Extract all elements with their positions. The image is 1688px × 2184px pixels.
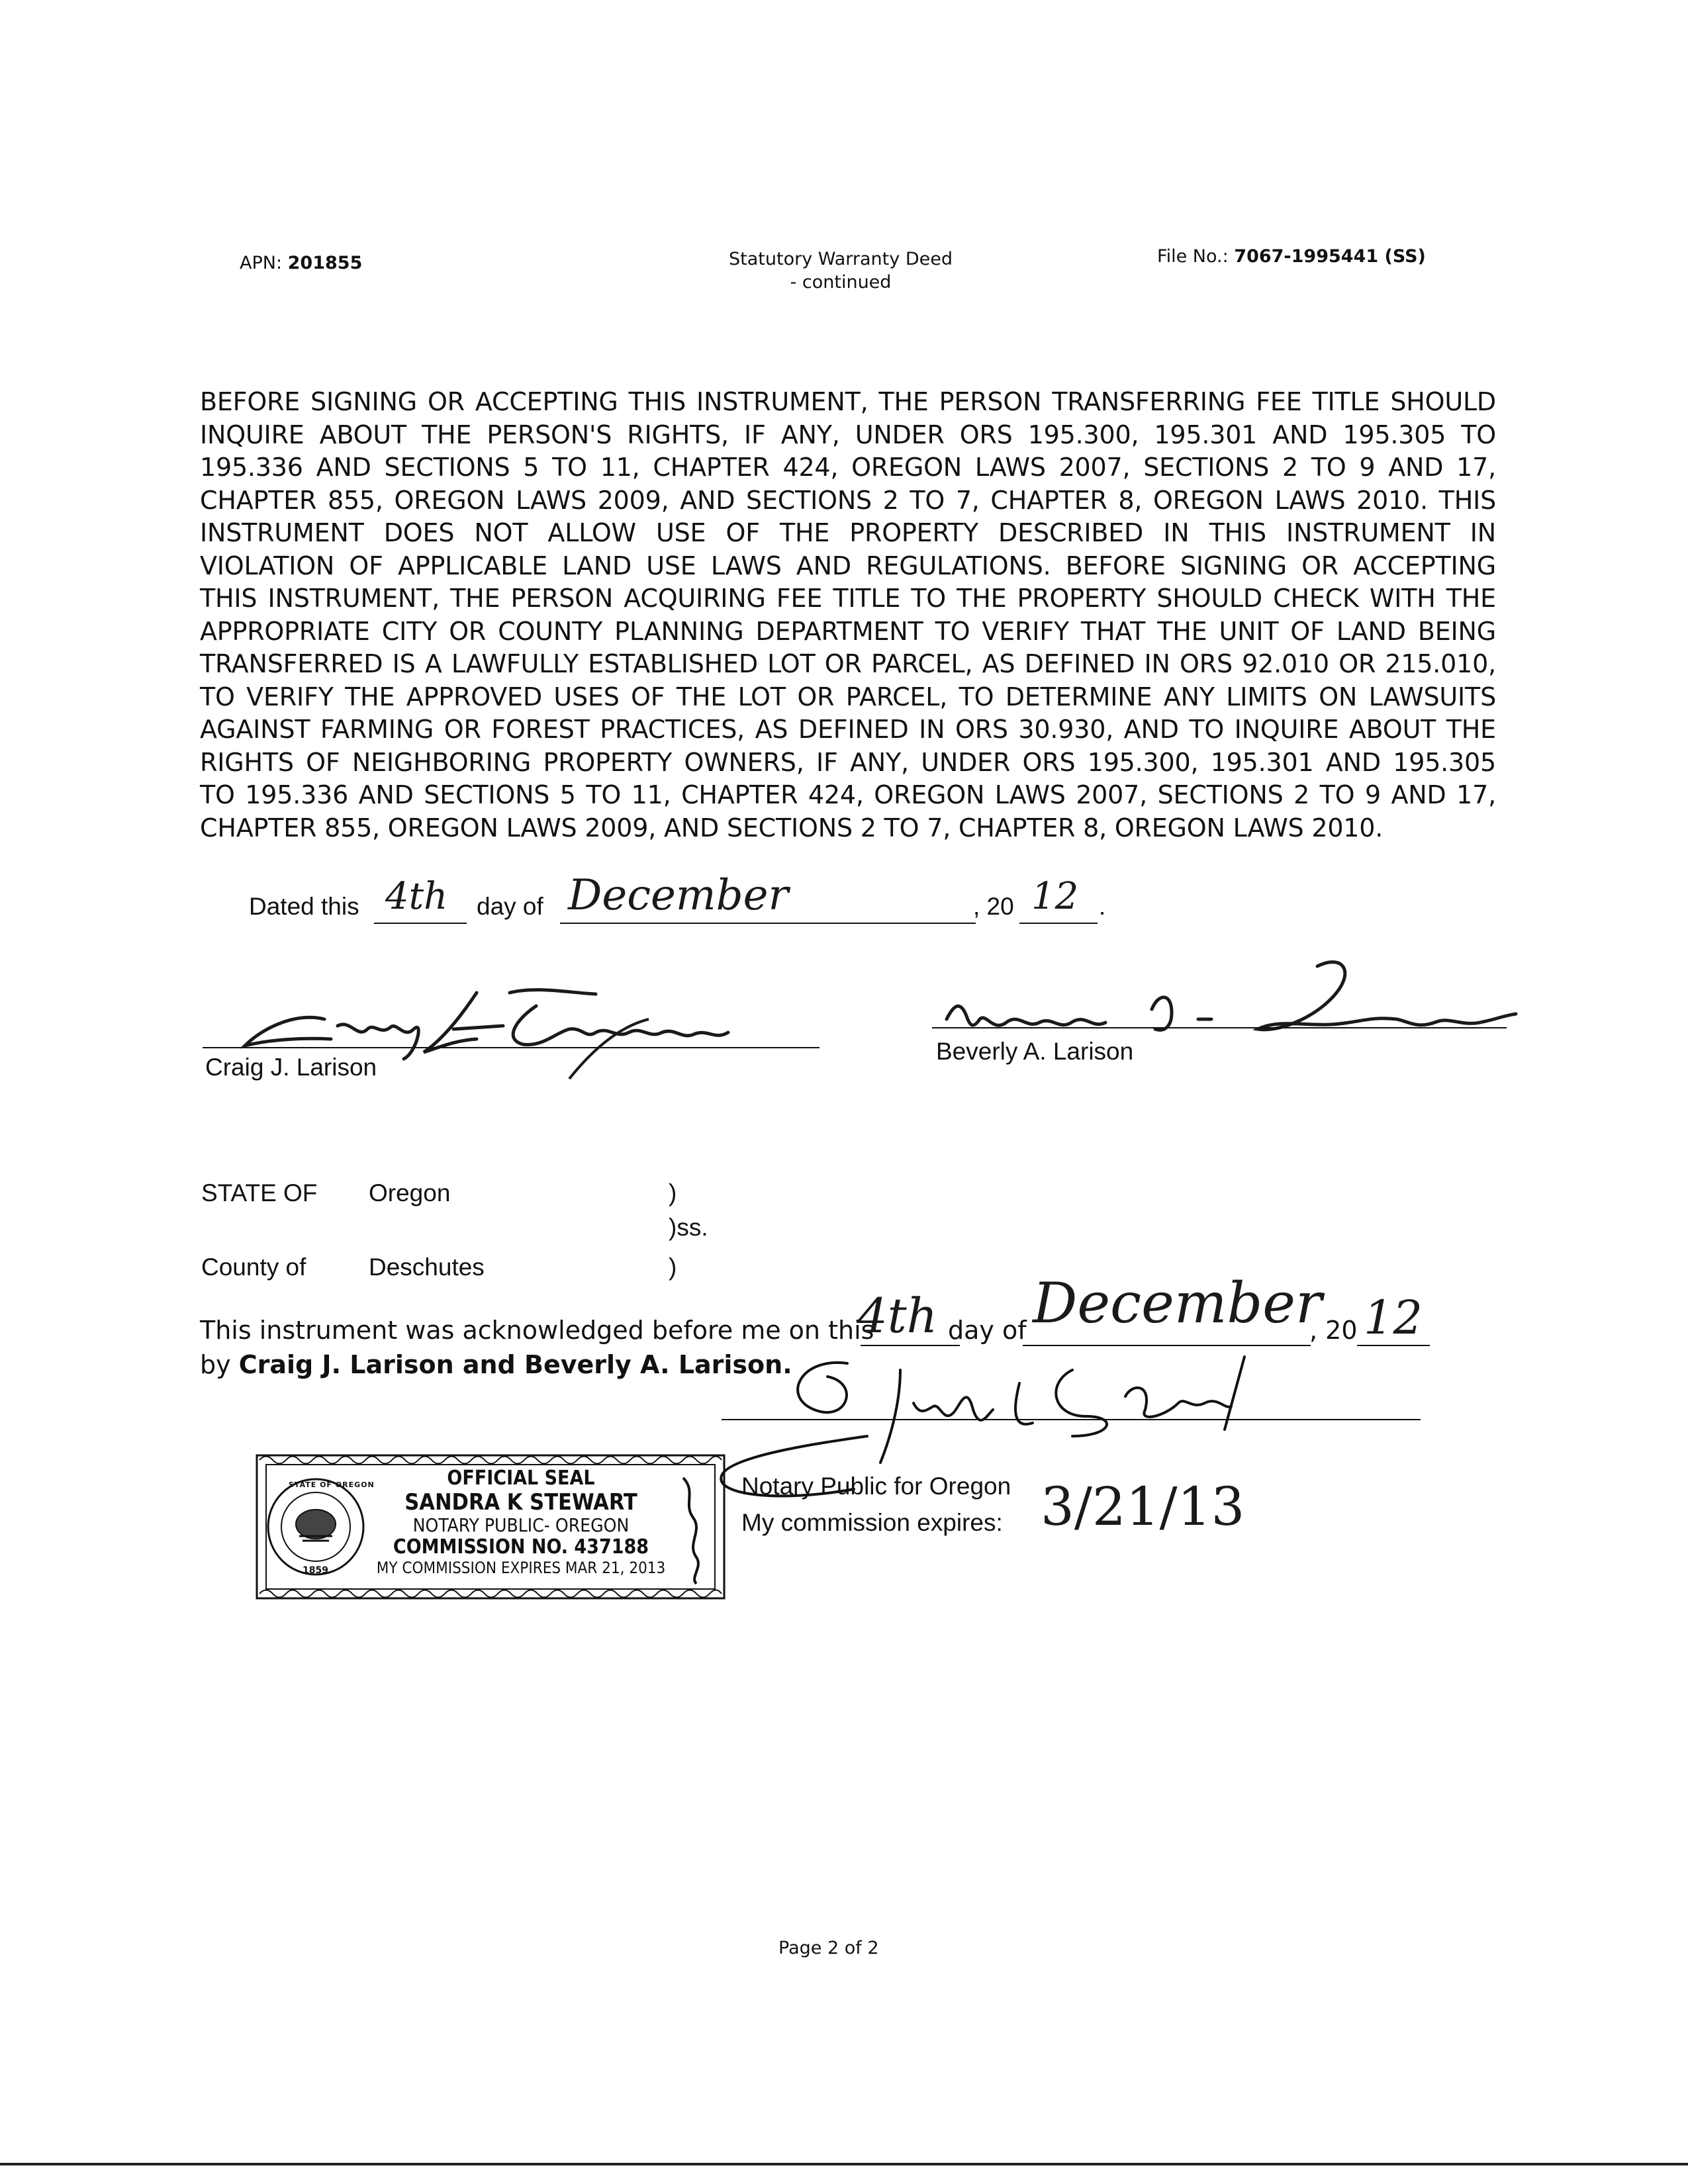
- disclaimer-line: INSTRUMENT DOES NOT ALLOW USE OF THE PROPERTY DESCRIBED IN THIS INSTRUMENT IN: [200, 518, 1496, 547]
- dated-line: [249, 893, 359, 921]
- by-names: Craig J. Larison and Beverly A. Larison.: [238, 1350, 792, 1379]
- paren-ss: )ss.: [669, 1214, 708, 1241]
- seal-emblem-year: 1859: [303, 1565, 328, 1576]
- ack-day-of: day of: [948, 1316, 1027, 1345]
- commission-expires-label: My commission expires:: [741, 1509, 1003, 1536]
- official-seal-stamp: [253, 1451, 728, 1602]
- dated-day-handwritten: 4th: [385, 875, 448, 918]
- disclaimer-line: TRANSFERRED IS A LAWFULLY ESTABLISHED LOT OR PARCEL, AS DEFINED IN ORS 92.010 OR 215.010,: [200, 649, 1496, 678]
- seal-commission-no: COMMISSION NO. 437188: [393, 1535, 649, 1559]
- ack-year-prefix: , 20: [1309, 1316, 1358, 1345]
- county-value: Deschutes: [369, 1253, 485, 1281]
- acknowledgement-prefix: This instrument was acknowledged before me on this: [200, 1316, 874, 1345]
- apn-value: 201855: [287, 253, 363, 273]
- dated-year-prefix: , 20: [973, 893, 1014, 920]
- seal-title: OFFICIAL SEAL: [447, 1467, 595, 1490]
- dated-day-of: day of: [477, 893, 543, 920]
- disclaimer-line: CHAPTER 855, OREGON LAWS 2009, AND SECTIONS 2 TO 7, CHAPTER 8, OREGON LAWS 2010. THIS: [200, 485, 1496, 515]
- disclaimer-line: THIS INSTRUMENT, THE PERSON ACQUIRING FEE TITLE TO THE PROPERTY SHOULD CHECK WITH THE: [200, 584, 1496, 613]
- apn-label: APN:: [240, 253, 288, 273]
- dated-period: .: [1099, 893, 1106, 920]
- file-number-label: File No.:: [1157, 246, 1235, 267]
- seal-text-block: [365, 1469, 677, 1576]
- disclaimer-line: TO VERIFY THE APPROVED USES OF THE LOT OR PARCEL, TO DETERMINE ANY LIMITS ON LAWSUITS: [200, 682, 1496, 711]
- file-number-value: 7067-1995441 (SS): [1234, 246, 1426, 267]
- disclaimer-line: VIOLATION OF APPLICABLE LAND USE LAWS AND REGULATIONS. BEFORE SIGNING OR ACCEPTING: [200, 551, 1496, 580]
- document-title-text: Statutory Warranty Deed: [729, 249, 953, 269]
- page-edge-line: [0, 2163, 1688, 2165]
- ack-year-handwritten: 12: [1364, 1291, 1423, 1345]
- seal-expires: MY COMMISSION EXPIRES MAR 21, 2013: [376, 1559, 666, 1577]
- county-label: County of: [201, 1253, 306, 1281]
- disclaimer-line: 195.336 AND SECTIONS 5 TO 11, CHAPTER 424, OREGON LAWS 2007, SECTIONS 2 TO 9 AND 17,: [200, 453, 1496, 482]
- dated-month-handwritten: December: [568, 871, 789, 920]
- disclaimer-line: RIGHTS OF NEIGHBORING PROPERTY OWNERS, IF ANY, UNDER ORS 195.300, 195.301 AND 195.305: [200, 747, 1496, 777]
- notary-public-for: Notary Public for Oregon: [741, 1473, 1011, 1500]
- document-subtitle: - continued: [790, 272, 892, 293]
- paren-top: ): [669, 1179, 677, 1206]
- apn: [240, 253, 362, 273]
- state-value: Oregon: [369, 1179, 451, 1206]
- seal-notary-state: NOTARY PUBLIC- OREGON: [412, 1514, 630, 1536]
- file-number: [1157, 246, 1426, 267]
- disclaimer-line: TO 195.336 AND SECTIONS 5 TO 11, CHAPTER 424, OREGON LAWS 2007, SECTIONS 2 TO 9 AND 17,: [200, 780, 1496, 809]
- signer-name-craig: Craig J. Larison: [205, 1054, 377, 1081]
- disclaimer-line: BEFORE SIGNING OR ACCEPTING THIS INSTRUMENT, THE PERSON TRANSFERRING FEE TITLE SHOULD: [200, 387, 1496, 416]
- paren-bottom: ): [669, 1253, 677, 1281]
- state-label: STATE OF: [201, 1179, 318, 1206]
- dated-year-handwritten: 12: [1031, 875, 1079, 918]
- by-label: by: [200, 1350, 239, 1379]
- disclaimer-line: CHAPTER 855, OREGON LAWS 2009, AND SECTIONS 2 TO 7, CHAPTER 8, OREGON LAWS 2010.: [200, 813, 1383, 842]
- land-use-disclaimer: [200, 386, 1496, 844]
- document-title: [702, 249, 980, 293]
- commission-date-handwritten: 3/21/13: [1041, 1476, 1245, 1537]
- ack-month-handwritten: December: [1033, 1271, 1323, 1336]
- page-number: Page 2 of 2: [778, 1938, 879, 1958]
- disclaimer-line: INQUIRE ABOUT THE PERSON'S RIGHTS, IF ANY, UNDER ORS 195.300, 195.301 AND 195.305 TO: [200, 420, 1496, 449]
- seal-notary-name: SANDRA K STEWART: [404, 1489, 637, 1516]
- ack-day-handwritten: 4th: [857, 1288, 938, 1343]
- dated-prefix: Dated this: [249, 893, 359, 920]
- seal-emblem-text: STATE OF OREGON: [289, 1480, 375, 1489]
- disclaimer-line: AGAINST FARMING OR FOREST PRACTICES, AS DEFINED IN ORS 30.930, AND TO INQUIRE ABOUT THE: [200, 715, 1496, 744]
- disclaimer-line: APPROPRIATE CITY OR COUNTY PLANNING DEPARTMENT TO VERIFY THAT THE UNIT OF LAND BEING: [200, 616, 1496, 646]
- signer-name-beverly: Beverly A. Larison: [936, 1038, 1134, 1065]
